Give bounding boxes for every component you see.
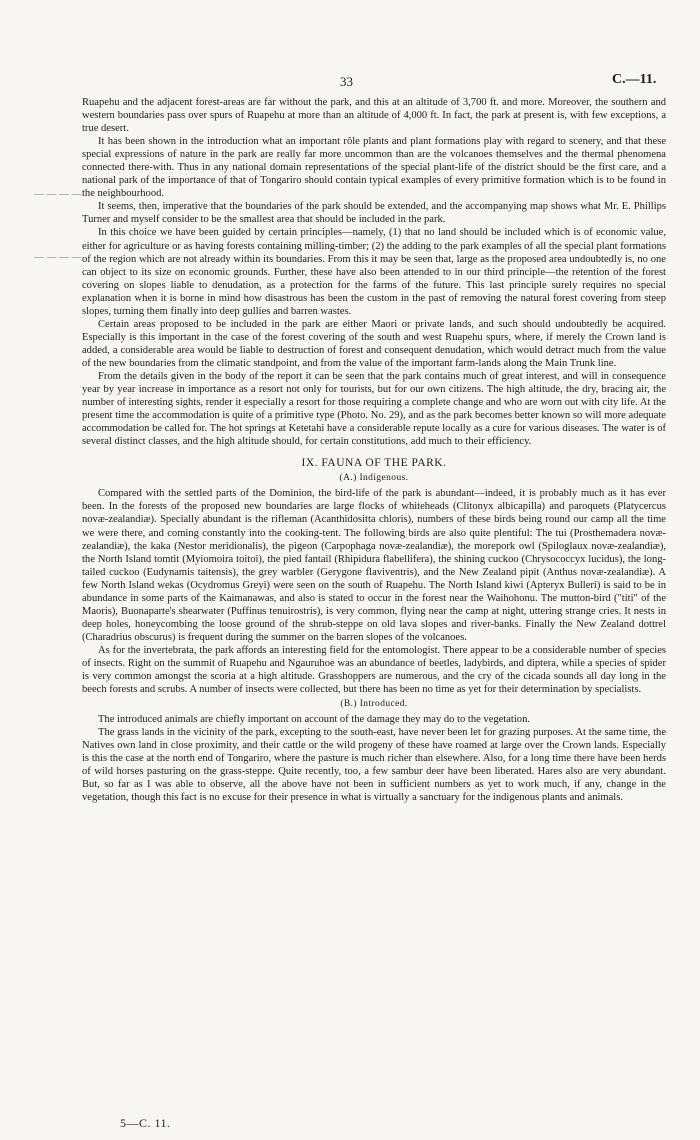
margin-mark: — — — — (34, 189, 82, 200)
section-heading: IX. FAUNA OF THE PARK. (301, 457, 447, 470)
body-text (82, 96, 666, 804)
paragraph: It has been shown in the introduction what an important rôle plants and plant formations play with regard to scenery, and that these special expressions of nature in the park are really far more uncommon than are the volcanoes themselves and the thermal phenomena connected there-with. Thus in any national domain representations of the special plant-life of the district should be the first care, and a national park of the importance of that of Tongariro should contain typical examples of every primitive formation which is to be found in the neighbourhood. (82, 136, 666, 200)
introduced-paragraphs (82, 713, 666, 804)
document-reference: C.—11. (612, 72, 657, 87)
subheading-indigenous: (A.) Indigenous. (339, 473, 409, 484)
paragraph: Compared with the settled parts of the Dominion, the bird-life of the park is abundant—indeed, it is probably much as it has ever been. In the forests of the proposed new boundaries are large flocks of whiteheads (Clitonyx albicapilla) and paroquets (Platycercus novæ-zealandiæ). Specially abundant is the rifleman (Acanthidositta chloris), numbers of these birds being round our camp all the time we were there, and coming constantly into the cooking-tent. The following birds are also quite plentiful: The tui (Prosthemadera novæ-zealandiæ), the kaka (Nestor meridionalis), the pigeon (Carpophaga novæ-zealandiæ), the morepork owl (Spiloglaux novæ-zealandiæ), the North Island tomtit (Myiomoira toitoi), the pied fantail (Rhipidura flabellifera), the shining cuckoo (Chrysococcyx lucidus), the long-tailed cuckoo (Eudynamis taitensis), the grey warbler (Gerygone flaviventris), and the New Zealand pipit (Anthus novæ-zealandiæ). A few North Island wekas (Ocydromus Greyi) were seen on the south of Ruapehu. The North Island kiwi (Apteryx Bulleri) is said to be in abundance in some parts of the Kaimanawas, and also is stated to occur in the forest near the Waihohonu. The mutton-bird ("titi" of the Maoris), Buonaparte's shearwater (Puffinus tenuirostris), is very common, flying near the camp at night, uttering strange cries. It nests in deep holes, honeycombing the loose ground of the shrub-steppe on old lava slopes and river-banks. Finally the New Zealand dottrel (Charadrius obscurus) is frequent during the summer on the barren slopes of the volcanoes. (82, 488, 666, 643)
introduction-paragraphs (82, 96, 666, 448)
paragraph: From the details given in the body of the report it can be seen that the park contains much of great interest, and will in consequence year by year increase in importance as a resort not only for tourists, but for our own citizens. The high altitude, the dry, bracing air, the number of interesting sights, render it especially a resort for those requiring a complete change and who are worn out with city life. At the present time the accommodation is quite of a primitive type (Photo. No. 29), and as the park becomes better known so will more adequate accommodation be called for. The hot springs at Ketetahi have a considerable repute locally as a cure for various diseases. The water is of several distinct classes, and the high altitude should, for certain constitutions, add much to their efficiency. (82, 370, 666, 448)
margin-mark: — — — — (34, 252, 82, 263)
indigenous-paragraphs (82, 487, 666, 696)
paragraph: Certain areas proposed to be included in the park are either Maori or private lands, and such should undoubtedly be acquired. Especially is this important in the case of the forest covering of the south and west Ruapehu spurs, where, if merely the Crown land is added, a considerable area would be liable to destruction of forest and consequent denudation, which would detract much from the value of the new boundaries from the climatic standpoint, and from the value of the important farm-lands along the Main Trunk line. (82, 318, 666, 369)
paragraph: As for the invertebrata, the park affords an interesting field for the entomologist. There appear to be a considerable number of species of insects. Right on the summit of Ruapehu and Ngauruhoe was an abundance of beetles, ladybirds, and diptera, while a species of spider is very common amongst the scoria at a high altitude. Grasshoppers are numerous, and the cry of the cicada sounds all day long in the beech forests and scrubs. A number of insects were collected, but there has been no time as yet for their determination by specialists. (82, 644, 666, 696)
subheading-introduced: (B.) Introduced. (340, 699, 408, 710)
paragraph: Ruapehu and the adjacent forest-areas are far without the park, and this at an altitude of 3,700 ft. and more. Moreover, the southern and western boundaries pass over spurs of Ruapehu at more than an altitude of 4,000 ft. In fact, the park at present is, with few exceptions, a true desert. (82, 97, 666, 135)
paragraph: In this choice we have been guided by certain principles—namely, (1) that no land should be included which is of economic value, either for agriculture or as having forests containing milling-timber; (2) the adding to the park examples of all the special plant formations of the region which are not already within its boundaries. From this it may be seen that, large as the proposed area undoubtedly is, no one can object to its size on economic grounds. Further, these have also been attended to in our third principle—the retention of the forest covering on slopes liable to denudation, as a protection for the farms of the future. This last principle surely requires no special explanation when it is borne in mind how disastrous has been the custom in the past of removing the natural forest covering from steep slopes, turning them finally into deep gullies and barren wastes. (82, 227, 666, 317)
page-number: 33 (340, 74, 353, 89)
paragraph: The grass lands in the vicinity of the park, excepting to the south-east, have never been let for grazing purposes. At the same time, the Natives own land in close proximity, and their cattle or the wild progeny of these have roamed at large over the Crown lands. Especially is this the case at the north end of Tongariro, where the pasture is much richer than elsewhere. Also, for a long time there have been herds of wild horses pasturing on the grass-steppe. Quite recently, too, a few sambur deer have been liberated. Hares also are very abundant. But, so far as I was able to observe, all the above have not been in sufficient numbers as yet to work much, if any, change in the vegetation, though this fact is no excuse for their presence in what is virtually a sanctuary for the indigenous plants and animals. (82, 727, 666, 804)
page-footer: 5—C. 11. (120, 1116, 171, 1130)
paragraph: It seems, then, imperative that the boundaries of the park should be extended, and the accompanying map shows what Mr. E. Phillips Turner and myself consider to be the smallest area that should be included in the park. (82, 201, 666, 226)
paragraph: The introduced animals are chiefly important on account of the damage they may do to the vegetation. (98, 714, 530, 726)
